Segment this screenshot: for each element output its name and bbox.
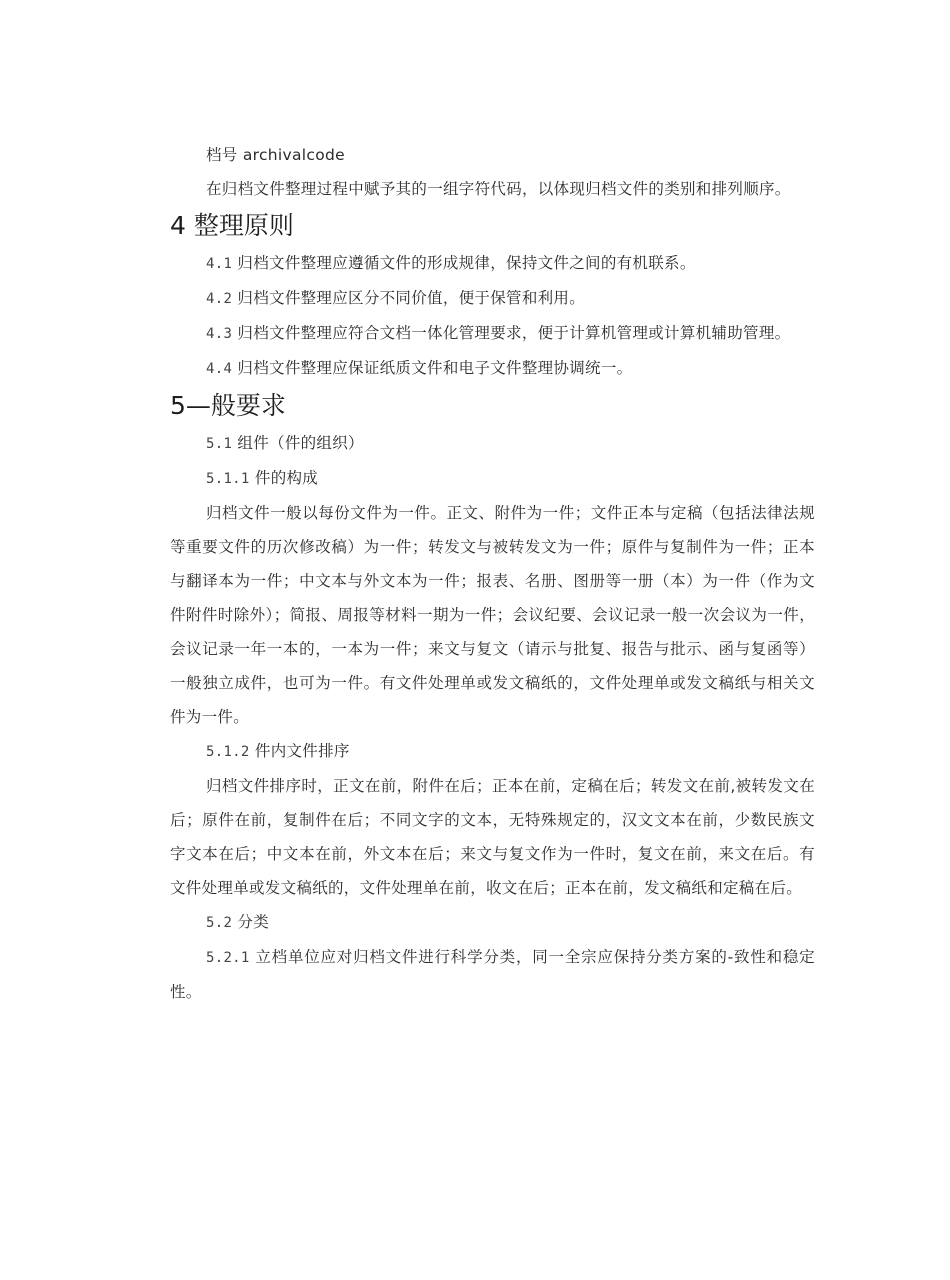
item-number: 4.4	[206, 361, 233, 377]
item-text: 归档文件整理应符合文档一体化管理要求，便于计算机管理或计算机辅助管理。	[237, 324, 791, 342]
subsection-5-2	[170, 905, 815, 940]
item-number: 4.2	[206, 291, 233, 307]
subsection-title: 件内文件排序	[254, 742, 350, 760]
term-label: 档号 archivalcode	[206, 146, 345, 164]
subsection-5-2-1	[170, 940, 815, 1009]
document-page	[170, 138, 815, 1009]
subsection-number: 5.2.1	[206, 950, 250, 966]
item-4-2	[170, 281, 815, 316]
subsection-5-1-2	[170, 734, 815, 769]
item-4-4	[170, 351, 815, 386]
subsection-5-1-2-body: 归档文件排序时，正文在前，附件在后；正本在前，定稿在后；转发文在前,被转发文在后；原件在前，复制件在后；不同文字的文本，无特殊规定的，汉文文本在前，少数民族文字文本在后；中文本在前，外文本在后；来文与复文作为一件时，复文在前，来文在后。有文件处理单或发文稿纸的，文件处理单在前，收文在后；正本在前，发文稿纸和定稿在后。	[170, 777, 815, 897]
subsection-5-1-1-body: 归档文件一般以每份文件为一件。正文、附件为一件；文件正本与定稿（包括法律法规等重要文件的历次修改稿）为一件；转发文与被转发文为一件；原件与复制件为一件；正本与翻译本为一件；中文本与外文本为一件；报表、名册、图册等一册（本）为一件（作为文件附件时除外）；简报、周报等材料一期为一件；会议纪要、会议记录一般一次会议为一件，会议记录一年一本的，一本为一件；来文与复文（请示与批复、报告与批示、函与复函等）一般独立成件，也可为一件。有文件处理单或发文稿纸的，文件处理单或发文稿纸与相关文件为一件。	[170, 504, 815, 726]
term-definition: 在归档文件整理过程中赋予其的一组字符代码，以体现归档文件的类别和排列顺序。	[206, 180, 791, 198]
subsection-number: 5.1.1	[206, 471, 250, 487]
subsection-5-1-1	[170, 461, 815, 496]
item-4-3	[170, 316, 815, 351]
subsection-number: 5.1	[206, 436, 233, 452]
item-number: 4.3	[206, 326, 233, 342]
item-4-1	[170, 246, 815, 281]
item-text: 归档文件整理应遵循文件的形成规律，保持文件之间的有机联系。	[237, 254, 696, 272]
subsection-title: 分类	[237, 913, 270, 931]
subsection-number: 5.1.2	[206, 744, 250, 760]
subsection-title: 件的构成	[254, 469, 319, 487]
subsection-number: 5.2	[206, 915, 233, 931]
subsection-title: 组件（件的组织）	[237, 434, 364, 452]
section-5-heading: 5—般要求	[170, 391, 286, 420]
subsection-text: 立档单位应对归档文件进行科学分类，同一全宗应保持分类方案的-致性和稳定性。	[170, 948, 815, 1001]
item-number: 4.1	[206, 256, 233, 272]
item-text: 归档文件整理应区分不同价值，便于保管和利用。	[237, 289, 586, 307]
item-text: 归档文件整理应保证纸质文件和电子文件整理协调统一。	[237, 359, 633, 377]
section-4-heading: 4 整理原则	[170, 211, 294, 240]
subsection-5-1	[170, 426, 815, 461]
